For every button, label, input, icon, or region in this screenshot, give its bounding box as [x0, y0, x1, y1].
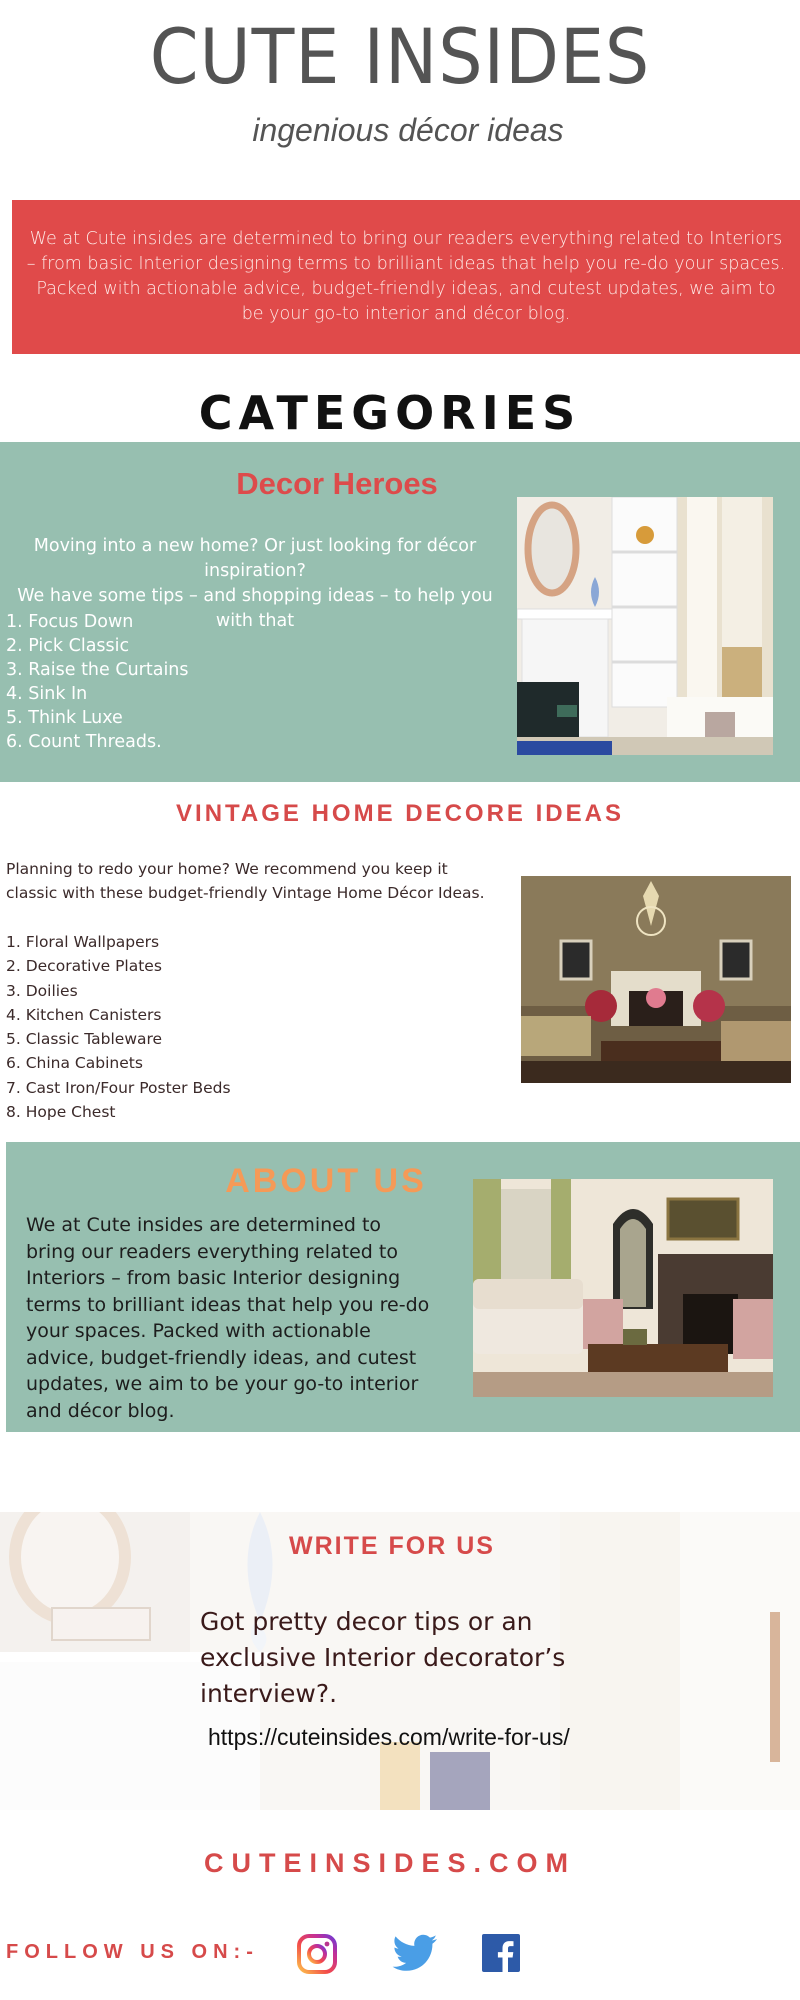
list-item: 2. Decorative Plates: [6, 957, 162, 976]
list-item: 4. Kitchen Canisters: [6, 1005, 162, 1024]
list-item: 7. Cast Iron/Four Poster Beds: [6, 1078, 231, 1097]
vintage-heading[interactable]: VINTAGE HOME DECORE IDEAS: [176, 800, 624, 827]
decor-heroes-list: [6, 610, 189, 754]
intro-banner: [12, 200, 800, 354]
write-for-us-link[interactable]: https://cuteinsides.com/write-for-us/: [208, 1724, 570, 1750]
vintage-room-photo: [521, 876, 791, 1083]
decor-heroes-intro-line: We have some tips – and shopping ideas – to help you with that: [17, 586, 493, 631]
follow-us-label: FOLLOW US ON:-: [6, 1941, 259, 1963]
list-item: 5. Think Luxe: [6, 708, 123, 728]
facebook-icon[interactable]: [482, 1934, 520, 1972]
site-tagline: ingenious décor ideas: [252, 112, 564, 148]
list-item: 4. Sink In: [6, 684, 88, 704]
about-section: [6, 1142, 800, 1432]
write-for-us-section: [0, 1512, 800, 1810]
write-for-us-heading: WRITE FOR US: [289, 1532, 495, 1560]
intro-text: We at Cute insides are determined to bring our readers everything related to Interiors – from basic Interior designing terms to brilliant ideas that help you re-do your spaces. Packed with actionable advice, budget-friendly ideas, and cutest updates, we aim to be your go-to interior and décor blog.: [26, 229, 786, 324]
site-title: CUTE INSIDES: [149, 12, 651, 101]
footer-domain[interactable]: CUTEINSIDES.COM: [203, 1848, 577, 1878]
list-item: 6. China Cabinets: [6, 1054, 143, 1073]
list-item: 6. Count Threads.: [6, 732, 162, 752]
about-heading: ABOUT US: [225, 1162, 427, 1200]
list-item: 8. Hope Chest: [6, 1103, 116, 1122]
about-room-photo: [473, 1179, 773, 1397]
decor-heroes-section: [0, 442, 800, 782]
list-item: 1. Floral Wallpapers: [6, 933, 160, 951]
vintage-intro: Planning to redo your home? We recommend you keep it classic with these budget-friendly Vintage Home Décor Ideas.: [6, 860, 485, 902]
list-item: 1. Focus Down: [6, 612, 134, 632]
categories-heading: CATEGORIES: [198, 386, 582, 440]
about-text: We at Cute insides are determined to bring our readers everything related to Interiors – from basic Interior designing terms to brilliant ideas that help you re-do your spaces. Packed with actionable advice, budget-friendly ideas, and cutest updates, we aim to be your go-to interior and décor blog.: [26, 1214, 430, 1422]
twitter-icon[interactable]: [392, 1932, 438, 1976]
living-room-photo: [517, 497, 773, 755]
list-item: 3. Raise the Curtains: [6, 660, 189, 680]
list-item: 5. Classic Tableware: [6, 1030, 163, 1049]
vintage-list: [6, 930, 231, 1124]
write-for-us-text: Got pretty decor tips or an exclusive Interior decorator’s interview?.: [200, 1607, 566, 1708]
list-item: 3. Doilies: [6, 981, 78, 1000]
decor-heroes-intro-line: Moving into a new home? Or just looking for décor inspiration?: [33, 536, 477, 581]
list-item: 2. Pick Classic: [6, 636, 130, 656]
instagram-icon[interactable]: [295, 1932, 339, 1976]
decor-heroes-title[interactable]: Decor Heroes: [236, 466, 438, 501]
